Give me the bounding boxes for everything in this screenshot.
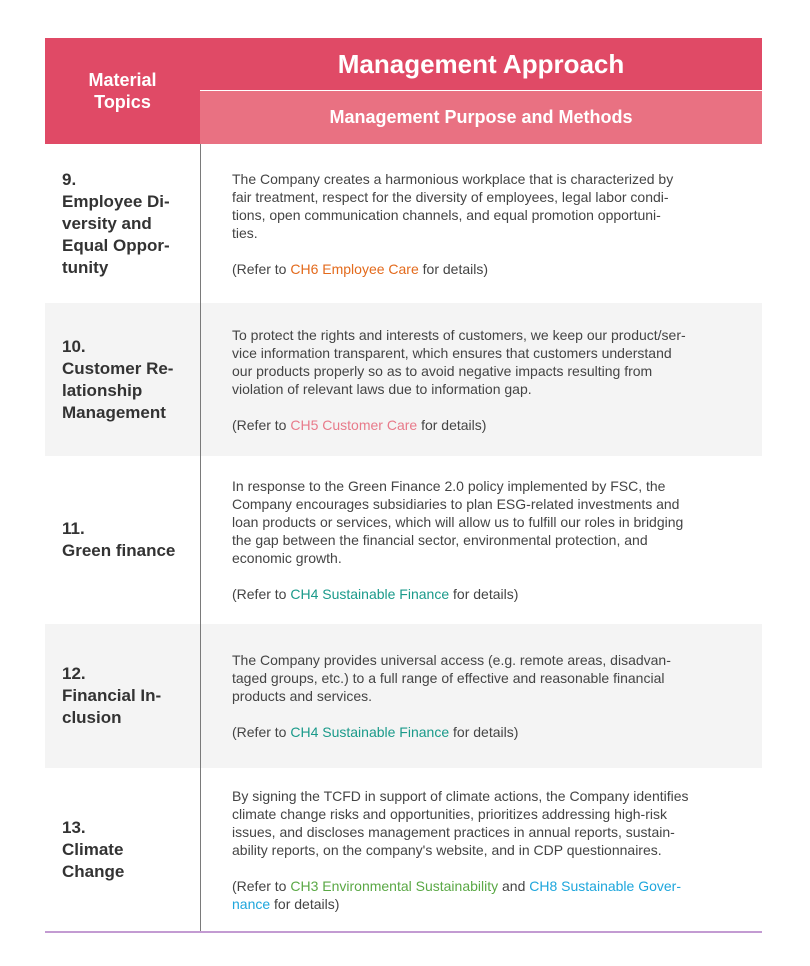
topic-line: Equal Oppor- — [62, 235, 170, 255]
management-approach-table — [45, 38, 762, 931]
topic-line: Management — [62, 402, 166, 422]
desc-line: issues, and discloses management practices in annual reports, sustain- — [232, 823, 675, 840]
topic-line: Customer Re- — [62, 358, 174, 378]
ref-suffix: for details) — [449, 586, 519, 602]
desc-line: ties. — [232, 224, 258, 241]
reference-note — [232, 877, 732, 913]
reference-note — [232, 416, 732, 434]
reference-note — [232, 723, 732, 741]
desc-line: economic growth. — [232, 550, 342, 566]
ref-prefix: (Refer to — [232, 260, 291, 277]
topic-line: Climate — [62, 839, 124, 859]
desc-line: climate change risks and opportunities, prioritizes addressing high-risk — [232, 805, 667, 822]
desc-line: By signing the TCFD in support of climate actions, the Company identifies — [232, 787, 689, 804]
ref-prefix: (Refer to — [232, 877, 291, 894]
ref-middle: and — [498, 877, 530, 894]
desc-line: products and services. — [232, 688, 373, 704]
topic-line: 11. — [62, 519, 85, 538]
ref-suffix: for details) — [417, 416, 487, 433]
topic-cell — [45, 303, 200, 456]
chapter-link[interactable]: CH4 Sustainable Finance — [290, 724, 450, 740]
table-row — [45, 456, 762, 624]
table-row — [45, 144, 762, 303]
management-approach-header: Management Approach — [200, 38, 762, 90]
description-cell — [200, 768, 762, 931]
description-cell — [200, 624, 762, 768]
desc-line: loan products or services, which will allow us to fulfill our roles in bridging — [232, 514, 684, 530]
topic-line: 9. — [62, 169, 77, 189]
table-row — [45, 768, 762, 931]
desc-line: our products properly so as to avoid negative impacts resulting from — [232, 362, 653, 379]
ref-suffix: for details) — [270, 895, 340, 912]
reference-note — [232, 260, 732, 278]
description-cell — [200, 144, 762, 303]
desc-line: In response to the Green Finance 2.0 policy implemented by FSC, the — [232, 478, 666, 494]
topic-cell — [45, 144, 200, 303]
chapter-link[interactable]: CH4 Sustainable Finance — [290, 586, 450, 602]
topic-line: lationship — [62, 380, 143, 400]
material-topics-line2: Topics — [94, 92, 151, 112]
desc-line: Company encourages subsidiaries to plan ESG-related investments and — [232, 496, 680, 512]
desc-line: To protect the rights and interests of customers, we keep our product/ser- — [232, 326, 686, 343]
topic-cell — [45, 456, 200, 624]
topic-line: clusion — [62, 708, 122, 727]
desc-line: fair treatment, respect for the diversity of employees, legal labor condi- — [232, 188, 669, 205]
chapter-link[interactable]: CH6 Employee Care — [290, 260, 419, 277]
bottom-rule — [45, 931, 762, 933]
topic-line: Financial In- — [62, 686, 162, 705]
chapter-link[interactable]: CH5 Customer Care — [290, 416, 418, 433]
ref-prefix: (Refer to — [232, 724, 291, 740]
topic-cell — [45, 624, 200, 768]
table-row — [45, 303, 762, 456]
chapter-link[interactable]: nance — [232, 895, 271, 912]
description-cell — [200, 303, 762, 456]
chapter-link[interactable]: CH3 Environmental Sustainability — [290, 877, 499, 894]
topic-line: Green finance — [62, 541, 176, 560]
topic-line: tunity — [62, 257, 109, 277]
reference-note — [232, 585, 732, 603]
topic-line: 12. — [62, 664, 86, 683]
ref-prefix: (Refer to — [232, 586, 291, 602]
column-divider — [200, 144, 201, 931]
material-topics-header — [45, 38, 200, 144]
desc-line: tions, open communication channels, and equal promotion opportuni- — [232, 206, 661, 223]
chapter-link[interactable]: CH8 Sustainable Gover- — [529, 877, 682, 894]
description-cell — [200, 456, 762, 624]
table-header — [45, 38, 762, 144]
management-purpose-header: Management Purpose and Methods — [200, 90, 762, 144]
desc-line: the gap between the financial sector, environmental protection, and — [232, 532, 648, 548]
topic-line: Change — [62, 861, 125, 881]
desc-line: The Company provides universal access (e.g. remote areas, disadvan- — [232, 652, 671, 668]
desc-line: vice information transparent, which ensures that customers understand — [232, 344, 672, 361]
table-row — [45, 624, 762, 768]
ref-suffix: for details) — [449, 724, 519, 740]
topic-line: versity and — [62, 213, 152, 233]
material-topics-line1: Material — [88, 70, 157, 90]
ref-prefix: (Refer to — [232, 416, 291, 433]
desc-line: ability reports, on the company's website, and in CDP questionnaires. — [232, 841, 662, 858]
topic-line: 13. — [62, 817, 86, 837]
topic-cell — [45, 768, 200, 931]
desc-line: taged groups, etc.) to a full range of effective and reasonable financial — [232, 670, 665, 686]
desc-line: The Company creates a harmonious workplace that is characterized by — [232, 170, 674, 187]
topic-line: 10. — [62, 336, 86, 356]
desc-line: violation of relevant laws due to information gap. — [232, 380, 532, 397]
topic-line: Employee Di- — [62, 191, 170, 211]
ref-suffix: for details) — [418, 260, 488, 277]
